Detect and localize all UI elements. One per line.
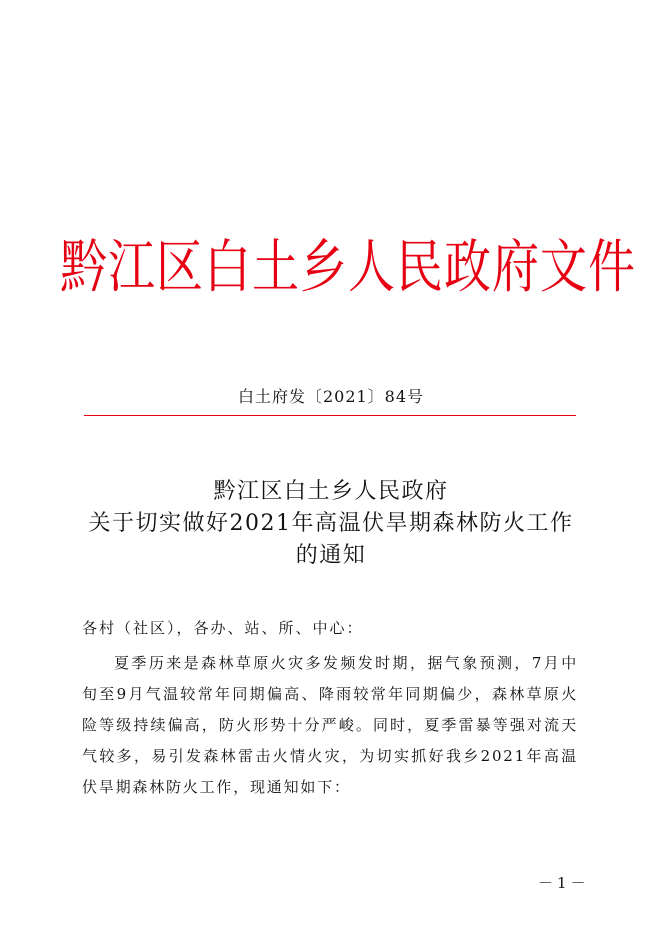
red-header-title: 黔江区白土乡人民政府文件: [60, 234, 636, 302]
page-number: －1－: [538, 874, 590, 892]
red-divider-line: [84, 415, 576, 416]
title-line-1: 黔江区白土乡人民政府: [213, 479, 449, 504]
body-paragraph: 夏季历来是森林草原火灾多发频发时期，据气象预测，7月中旬至9月气温较常年同期偏高、降雨较常年同期偏少，森林草原火险等级持续偏高，防火形势十分严峻。同时，夏季雷暴等强对流天气较多，易引发森林雷击火情火灾，为切实抓好我乡2021年高温伏旱期森林防火工作，现通知如下：: [82, 654, 578, 796]
title-line-2: 关于切实做好2021年高温伏旱期森林防火工作: [88, 511, 574, 536]
notice-title: [60, 476, 602, 572]
salutation: 各村（社区），各办、站、所、中心：: [82, 619, 364, 637]
title-line-3: 的通知: [295, 543, 367, 568]
document-number: 白土府发〔2021〕84号: [237, 387, 425, 406]
